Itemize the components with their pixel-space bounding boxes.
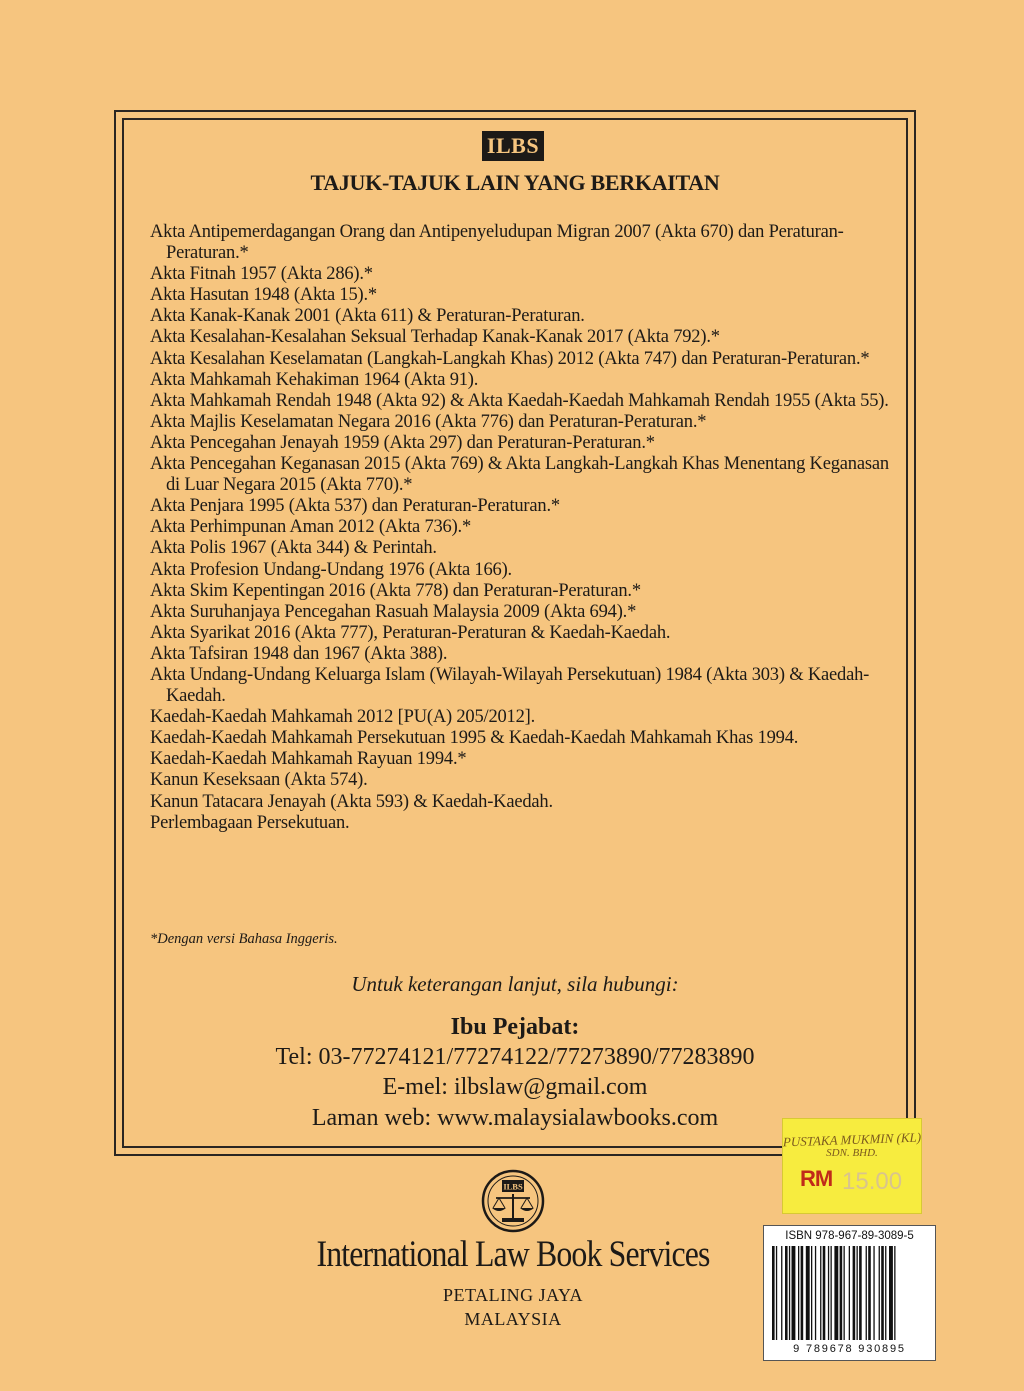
barcode-bar — [859, 1246, 862, 1340]
related-title-item: Akta Fitnah 1957 (Akta 286).* — [150, 264, 373, 285]
isbn-number: ISBN 978-967-89-3089-5 — [785, 1230, 914, 1242]
related-title-item: Akta Mahkamah Rendah 1948 (Akta 92) & Akta Kaedah-Kaedah Mahkamah Rendah 1955 (Akta 55). — [150, 390, 889, 411]
related-title-item: Akta Syarikat 2016 (Akta 777), Peraturan-Peraturan & Kaedah-Kaedah. — [150, 622, 671, 643]
barcode-bar — [881, 1246, 884, 1340]
barcode-bar — [789, 1246, 790, 1340]
related-title-item: Akta Kanak-Kanak 2001 (Akta 611) & Peraturan-Peraturan. — [150, 306, 585, 327]
barcode-bar — [815, 1246, 816, 1340]
barcode-bar — [772, 1246, 775, 1340]
related-title-item: Akta Perhimpunan Aman 2012 (Akta 736).* — [150, 517, 472, 538]
related-title-item: Kaedah-Kaedah Mahkamah Rayuan 1994.* — [150, 749, 467, 770]
barcode-bar — [834, 1246, 838, 1340]
related-title-item: Kaedah-Kaedah Mahkamah 2012 [PU(A) 205/2012]. — [150, 707, 536, 728]
isbn-barcode — [763, 1225, 936, 1361]
publisher-logo-icon — [480, 1168, 546, 1234]
related-title-item: Akta Antipemerdagangan Orang dan Antipenyeludupan Migran 2007 (Akta 670) dan Peraturan-Peraturan.* — [150, 222, 844, 264]
related-titles-heading: TAJUK-TAJUK LAIN YANG BERKAITAN — [310, 170, 720, 195]
related-title-item: Perlembagaan Persekutuan. — [150, 812, 350, 833]
barcode-bar — [879, 1246, 880, 1340]
related-title-item: Akta Undang-Undang Keluarga Islam (Wilayah-Wilayah Persekutuan) 1984 (Akta 303) & Kaedah-Kaedah. — [150, 664, 870, 707]
sticker-shop-name: PUSTAKA MUKMIN (KL) — [782, 1129, 922, 1150]
related-title-item: Akta Kesalahan Keselamatan (Langkah-Langkah Khas) 2012 (Akta 747) dan Peraturan-Peraturan.* — [150, 348, 870, 369]
related-title-item: Akta Mahkamah Kehakiman 1964 (Akta 91). — [150, 369, 479, 390]
sticker-company-suffix: SDN. BHD. — [826, 1147, 878, 1159]
related-title-item: Akta Pencegahan Jenayah 1959 (Akta 297) dan Peraturan-Peraturan.* — [150, 432, 655, 453]
barcode-bar — [831, 1246, 832, 1340]
barcode-bar — [776, 1246, 777, 1340]
related-title-item: Kanun Tatacara Jenayah (Akta 593) & Kaedah-Kaedah. — [150, 791, 553, 812]
publisher-name: International Law Book Services — [316, 1234, 710, 1275]
barcode-bar — [806, 1246, 810, 1340]
sticker-price: 15.00 — [842, 1168, 903, 1195]
related-title-item: Akta Skim Kepentingan 2016 (Akta 778) dan Peraturan-Peraturan.* — [150, 580, 641, 601]
barcode-bar — [798, 1246, 799, 1340]
barcode-bar — [781, 1246, 782, 1340]
publisher-city: PETALING JAYA — [443, 1285, 583, 1305]
barcode-bars — [772, 1246, 927, 1342]
related-titles-list — [150, 222, 890, 834]
barcode-bar — [889, 1246, 893, 1340]
barcode-bar — [849, 1246, 850, 1340]
related-title-item: Akta Penjara 1995 (Akta 537) dan Peraturan-Peraturan.* — [150, 496, 560, 517]
barcode-bar — [885, 1246, 886, 1340]
related-title-item: Akta Polis 1967 (Akta 344) & Perintah. — [150, 538, 437, 559]
barcode-bar — [868, 1246, 871, 1340]
head-office-label: Ibu Pejabat: — [450, 1014, 580, 1040]
email-address: E-mel: ilbslaw@gmail.com — [382, 1074, 648, 1100]
barcode-bar — [853, 1246, 856, 1340]
related-title-item: Akta Majlis Keselamatan Negara 2016 (Akta 776) dan Peraturan-Peraturan.* — [150, 411, 707, 432]
barcode-bar — [785, 1246, 788, 1340]
related-title-item: Kaedah-Kaedah Mahkamah Persekutuan 1995 & Kaedah-Kaedah Mahkamah Khas 1994. — [150, 728, 799, 749]
contact-intro: Untuk keterangan lanjut, sila hubungi: — [351, 972, 679, 996]
barcode-bar — [873, 1246, 874, 1340]
related-title-item: Akta Pencegahan Keganasan 2015 (Akta 769) & Akta Langkah-Langkah Khas Menentang Keganasan di Luar Negara 2015 (Akta 770).* — [150, 454, 889, 496]
related-title-item: Akta Hasutan 1948 (Akta 15).* — [150, 285, 377, 306]
related-title-item: Akta Kesalahan-Kesalahan Seksual Terhadap Kanak-Kanak 2017 (Akta 792).* — [150, 327, 720, 348]
barcode-digits: 9 789678 930895 — [793, 1343, 906, 1355]
barcode-bar — [801, 1246, 804, 1340]
price-sticker — [782, 1118, 922, 1214]
barcode-bar — [844, 1246, 845, 1340]
related-title-item: Akta Tafsiran 1948 dan 1967 (Akta 388). — [150, 643, 448, 664]
footnote: *Dengan versi Bahasa Inggeris. — [150, 931, 338, 947]
barcode-bar — [792, 1246, 796, 1340]
barcode-bar — [857, 1246, 858, 1340]
sticker-currency: RM — [800, 1166, 833, 1191]
barcode-bar — [840, 1246, 843, 1340]
publisher-logo-text: ILBS — [503, 1181, 523, 1192]
phone-numbers: Tel: 03-77274121/77274122/77273890/77283890 — [275, 1044, 755, 1070]
ilbs-badge: ILBS — [482, 131, 544, 161]
barcode-bar — [811, 1246, 812, 1340]
related-title-item: Akta Profesion Undang-Undang 1976 (Akta 166). — [150, 559, 512, 580]
related-title-item: Kanun Keseksaan (Akta 574). — [150, 770, 368, 791]
barcode-bar — [866, 1246, 867, 1340]
barcode-bar — [894, 1246, 895, 1340]
barcode-bar — [828, 1246, 829, 1340]
website-address: Laman web: www.malaysialawbooks.com — [311, 1105, 719, 1131]
publisher-country: MALAYSIA — [464, 1309, 562, 1329]
related-title-item: Akta Suruhanjaya Pencegahan Rasuah Malaysia 2009 (Akta 694).* — [150, 601, 637, 622]
barcode-bar — [820, 1246, 821, 1340]
barcode-bar — [823, 1246, 826, 1340]
